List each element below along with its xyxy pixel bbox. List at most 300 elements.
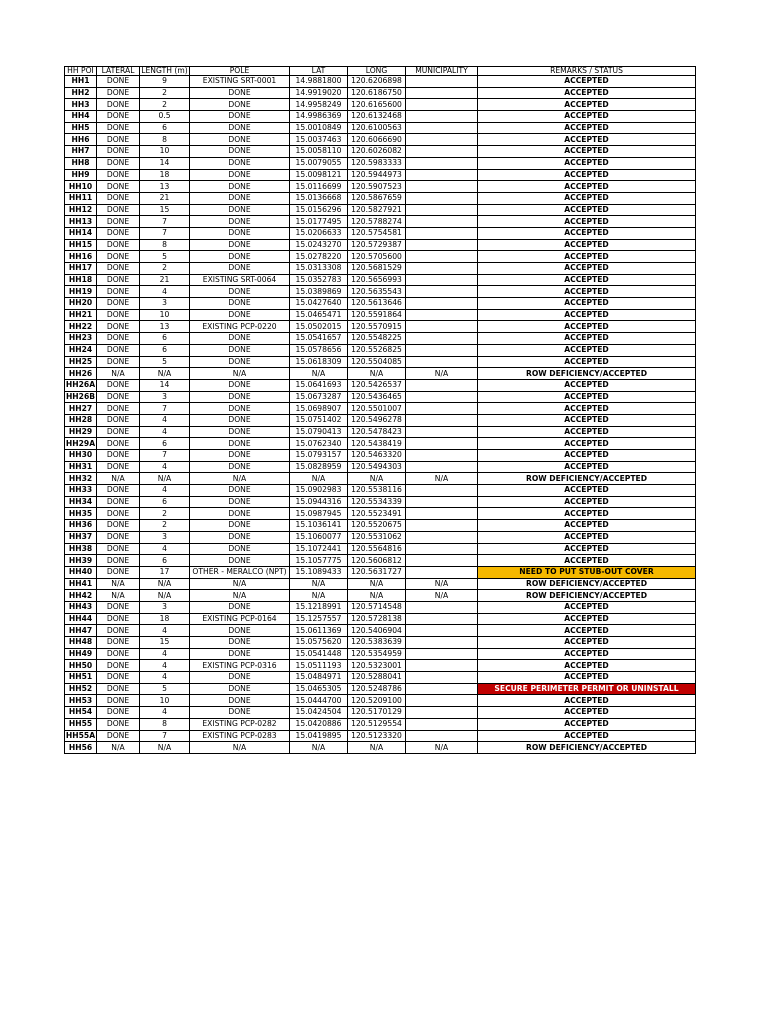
lat-cell: 15.0243270 — [290, 239, 348, 251]
municipality-cell — [406, 414, 478, 426]
pole-cell: DONE — [190, 286, 290, 298]
length-cell: 3 — [140, 298, 190, 310]
length-cell: 18 — [140, 613, 190, 625]
lateral-cell: DONE — [97, 286, 140, 298]
hh-poi-cell: HH21 — [65, 309, 97, 321]
hh-poi-cell: HH9 — [65, 169, 97, 181]
table-row — [65, 157, 696, 169]
lat-cell: 15.0156296 — [290, 204, 348, 216]
pole-cell: DONE — [190, 169, 290, 181]
lateral-cell: DONE — [97, 227, 140, 239]
hh-poi-cell: HH40 — [65, 566, 97, 578]
length-cell: 7 — [140, 216, 190, 228]
hh-poi-cell: HH36 — [65, 520, 97, 532]
remarks-cell: ACCEPTED — [478, 637, 696, 649]
municipality-cell — [406, 601, 478, 613]
length-cell: 4 — [140, 648, 190, 660]
hh-poi-cell: HH49 — [65, 648, 97, 660]
municipality-cell: N/A — [406, 578, 478, 590]
lat-cell: 15.1057775 — [290, 555, 348, 567]
long-cell: 120.5248786 — [348, 683, 406, 695]
remarks-cell: ACCEPTED — [478, 707, 696, 719]
long-cell: 120.5534339 — [348, 496, 406, 508]
table-row — [65, 403, 696, 415]
length-cell: 2 — [140, 99, 190, 111]
remarks-cell: ACCEPTED — [478, 204, 696, 216]
table-row — [65, 461, 696, 473]
long-cell: 120.5520675 — [348, 520, 406, 532]
pole-cell: DONE — [190, 496, 290, 508]
hh-poi-cell: HH5 — [65, 122, 97, 134]
remarks-cell: ACCEPTED — [478, 111, 696, 123]
lateral-cell: DONE — [97, 613, 140, 625]
municipality-cell — [406, 730, 478, 742]
length-cell: 10 — [140, 695, 190, 707]
lateral-cell: DONE — [97, 76, 140, 88]
lat-cell: N/A — [290, 742, 348, 754]
length-cell: 0.5 — [140, 111, 190, 123]
lateral-cell: DONE — [97, 555, 140, 567]
long-cell: 120.5523491 — [348, 508, 406, 520]
remarks-cell: ACCEPTED — [478, 216, 696, 228]
header-lateral: LATERAL — [97, 67, 140, 76]
lat-cell: 15.0278220 — [290, 251, 348, 263]
length-cell: N/A — [140, 578, 190, 590]
lateral-cell: DONE — [97, 660, 140, 672]
municipality-cell — [406, 450, 478, 462]
hh-poi-cell: HH18 — [65, 274, 97, 286]
lat-cell: 15.1060077 — [290, 531, 348, 543]
remarks-cell: ACCEPTED — [478, 414, 696, 426]
table-row — [65, 648, 696, 660]
hh-poi-cell: HH42 — [65, 590, 97, 602]
pole-cell: DONE — [190, 309, 290, 321]
municipality-cell — [406, 321, 478, 333]
lateral-cell: DONE — [97, 344, 140, 356]
pole-cell: DONE — [190, 87, 290, 99]
lateral-cell: DONE — [97, 146, 140, 158]
remarks-cell: ACCEPTED — [478, 146, 696, 158]
lateral-cell: DONE — [97, 718, 140, 730]
pole-cell: DONE — [190, 438, 290, 450]
table-row — [65, 578, 696, 590]
hh-poi-cell: HH31 — [65, 461, 97, 473]
municipality-cell — [406, 625, 478, 637]
long-cell: 120.6026082 — [348, 146, 406, 158]
table-body — [65, 76, 696, 754]
table-row — [65, 111, 696, 123]
lat-cell: 15.0098121 — [290, 169, 348, 181]
lateral-cell: N/A — [97, 578, 140, 590]
long-cell: 120.5354959 — [348, 648, 406, 660]
long-cell: 120.5728138 — [348, 613, 406, 625]
municipality-cell — [406, 391, 478, 403]
lat-cell: N/A — [290, 578, 348, 590]
lat-cell: 15.0465305 — [290, 683, 348, 695]
long-cell: 120.5681529 — [348, 263, 406, 275]
long-cell: N/A — [348, 473, 406, 485]
length-cell: 4 — [140, 485, 190, 497]
municipality-cell — [406, 239, 478, 251]
lateral-cell: DONE — [97, 309, 140, 321]
pole-cell: DONE — [190, 391, 290, 403]
hh-poi-cell: HH51 — [65, 672, 97, 684]
length-cell: 5 — [140, 683, 190, 695]
length-cell: 3 — [140, 531, 190, 543]
lateral-cell: DONE — [97, 426, 140, 438]
hh-poi-cell: HH15 — [65, 239, 97, 251]
lat-cell: 15.0502015 — [290, 321, 348, 333]
table-row — [65, 555, 696, 567]
table-row — [65, 672, 696, 684]
lateral-cell: DONE — [97, 157, 140, 169]
remarks-cell: ACCEPTED — [478, 730, 696, 742]
lat-cell: 15.0511193 — [290, 660, 348, 672]
pole-cell: DONE — [190, 403, 290, 415]
hh-poi-cell: HH14 — [65, 227, 97, 239]
length-cell: 14 — [140, 379, 190, 391]
municipality-cell: N/A — [406, 590, 478, 602]
lateral-cell: N/A — [97, 590, 140, 602]
table-row — [65, 485, 696, 497]
remarks-cell: ACCEPTED — [478, 239, 696, 251]
pole-cell: DONE — [190, 637, 290, 649]
remarks-cell: ACCEPTED — [478, 438, 696, 450]
length-cell: 7 — [140, 227, 190, 239]
lat-cell: 15.0116699 — [290, 181, 348, 193]
pole-cell: EXISTING PCP-0220 — [190, 321, 290, 333]
table-row — [65, 438, 696, 450]
pole-cell: DONE — [190, 707, 290, 719]
lateral-cell: DONE — [97, 263, 140, 275]
municipality-cell — [406, 344, 478, 356]
hh-poi-cell: HH3 — [65, 99, 97, 111]
table-row — [65, 531, 696, 543]
length-cell: 13 — [140, 181, 190, 193]
table-row — [65, 450, 696, 462]
hh-poi-cell: HH13 — [65, 216, 97, 228]
lat-cell: 15.1257557 — [290, 613, 348, 625]
table-row — [65, 239, 696, 251]
remarks-cell: ACCEPTED — [478, 134, 696, 146]
table-row — [65, 356, 696, 368]
remarks-cell: ACCEPTED — [478, 344, 696, 356]
remarks-cell: ROW DEFICIENCY/ACCEPTED — [478, 473, 696, 485]
length-cell: 3 — [140, 601, 190, 613]
long-cell: N/A — [348, 590, 406, 602]
hh-poi-cell: HH55 — [65, 718, 97, 730]
lat-cell: 15.0751402 — [290, 414, 348, 426]
municipality-cell — [406, 122, 478, 134]
municipality-cell — [406, 555, 478, 567]
lateral-cell: DONE — [97, 438, 140, 450]
remarks-cell: ROW DEFICIENCY/ACCEPTED — [478, 742, 696, 754]
length-cell: 7 — [140, 450, 190, 462]
long-cell: 120.5606812 — [348, 555, 406, 567]
length-cell: 4 — [140, 414, 190, 426]
pole-cell: EXISTING PCP-0316 — [190, 660, 290, 672]
remarks-cell: ACCEPTED — [478, 555, 696, 567]
lat-cell: 15.0058110 — [290, 146, 348, 158]
length-cell: 13 — [140, 321, 190, 333]
length-cell: N/A — [140, 473, 190, 485]
table-row — [65, 87, 696, 99]
remarks-cell: ACCEPTED — [478, 520, 696, 532]
length-cell: 4 — [140, 625, 190, 637]
pole-cell: DONE — [190, 204, 290, 216]
municipality-cell: N/A — [406, 368, 478, 380]
table-row — [65, 134, 696, 146]
pole-cell: EXISTING SRT-0001 — [190, 76, 290, 88]
long-cell: 120.5729387 — [348, 239, 406, 251]
remarks-cell: ACCEPTED — [478, 76, 696, 88]
pole-cell: DONE — [190, 450, 290, 462]
length-cell: 7 — [140, 730, 190, 742]
lateral-cell: DONE — [97, 601, 140, 613]
hh-poi-cell: HH17 — [65, 263, 97, 275]
lateral-cell: DONE — [97, 707, 140, 719]
hh-poi-cell: HH26B — [65, 391, 96, 401]
hh-poi-cell: HH6 — [65, 134, 97, 146]
hh-poi-cell: HH27 — [65, 403, 97, 415]
lateral-cell: DONE — [97, 321, 140, 333]
long-cell: 120.5613646 — [348, 298, 406, 310]
lateral-cell: DONE — [97, 520, 140, 532]
length-cell: 6 — [140, 122, 190, 134]
lateral-cell: DONE — [97, 298, 140, 310]
long-cell: 120.5526825 — [348, 344, 406, 356]
table-row — [65, 590, 696, 602]
municipality-cell — [406, 672, 478, 684]
pole-cell: DONE — [190, 146, 290, 158]
remarks-cell: ACCEPTED — [478, 227, 696, 239]
remarks-cell: ACCEPTED — [478, 426, 696, 438]
length-cell: 2 — [140, 87, 190, 99]
length-cell: 21 — [140, 274, 190, 286]
municipality-cell — [406, 333, 478, 345]
length-cell: 6 — [140, 344, 190, 356]
municipality-cell — [406, 263, 478, 275]
lat-cell: 15.0444700 — [290, 695, 348, 707]
pole-cell: EXISTING SRT-0064 — [190, 274, 290, 286]
lat-cell: 15.0079055 — [290, 157, 348, 169]
hh-poi-cell: HH28 — [65, 414, 97, 426]
lateral-cell: DONE — [97, 485, 140, 497]
remarks-cell: ACCEPTED — [478, 391, 696, 403]
municipality-cell — [406, 508, 478, 520]
length-cell: 10 — [140, 309, 190, 321]
table-row — [65, 309, 696, 321]
municipality-cell — [406, 637, 478, 649]
pole-cell: DONE — [190, 461, 290, 473]
lateral-cell: DONE — [97, 391, 140, 403]
long-cell: N/A — [348, 578, 406, 590]
pole-cell: DONE — [190, 181, 290, 193]
hh-poi-cell: HH43 — [65, 601, 97, 613]
remarks-cell: ACCEPTED — [478, 718, 696, 730]
header-long: LONG — [348, 67, 406, 76]
length-cell: 6 — [140, 555, 190, 567]
municipality-cell — [406, 192, 478, 204]
length-cell: 6 — [140, 496, 190, 508]
municipality-cell — [406, 707, 478, 719]
long-cell: 120.6066690 — [348, 134, 406, 146]
remarks-cell: ACCEPTED — [478, 169, 696, 181]
remarks-cell: NEED TO PUT STUB-OUT COVER — [478, 566, 696, 578]
remarks-cell: SECURE PERIMETER PERMIT OR UNINSTALL — [478, 683, 696, 695]
pole-cell: DONE — [190, 683, 290, 695]
length-cell: 8 — [140, 239, 190, 251]
pole-cell: DONE — [190, 531, 290, 543]
pole-cell: DONE — [190, 356, 290, 368]
lateral-cell: DONE — [97, 414, 140, 426]
table-row — [65, 496, 696, 508]
long-cell: 120.5129554 — [348, 718, 406, 730]
pole-cell: EXISTING PCP-0164 — [190, 613, 290, 625]
municipality-cell — [406, 286, 478, 298]
long-cell: 120.5531062 — [348, 531, 406, 543]
lat-cell: 15.1089433 — [290, 566, 348, 578]
pole-cell: N/A — [190, 742, 290, 754]
hh-poi-cell: HH34 — [65, 496, 97, 508]
hh-poi-cell: HH26A — [65, 380, 96, 390]
lateral-cell: DONE — [97, 274, 140, 286]
header-remarks-status: REMARKS / STATUS — [478, 67, 696, 76]
lat-cell: 15.0902983 — [290, 485, 348, 497]
hh-poi-cell: HH20 — [65, 298, 97, 310]
pole-cell: DONE — [190, 543, 290, 555]
long-cell: 120.5754581 — [348, 227, 406, 239]
long-cell: 120.5438419 — [348, 438, 406, 450]
hh-poi-cell: HH37 — [65, 531, 97, 543]
remarks-cell: ACCEPTED — [478, 157, 696, 169]
lateral-cell: DONE — [97, 566, 140, 578]
table-row — [65, 321, 696, 333]
table-row — [65, 683, 696, 695]
table-row — [65, 333, 696, 345]
lat-cell: 15.0427640 — [290, 298, 348, 310]
pole-cell: DONE — [190, 227, 290, 239]
lat-cell: 15.0484971 — [290, 672, 348, 684]
lat-cell: 15.0424504 — [290, 707, 348, 719]
long-cell: 120.6132468 — [348, 111, 406, 123]
long-cell: 120.5496278 — [348, 414, 406, 426]
table-row — [65, 426, 696, 438]
lateral-cell: DONE — [97, 204, 140, 216]
municipality-cell — [406, 216, 478, 228]
lateral-cell: DONE — [97, 333, 140, 345]
hh-poi-cell: HH56 — [65, 742, 97, 754]
length-cell: 15 — [140, 204, 190, 216]
municipality-cell — [406, 157, 478, 169]
length-cell: N/A — [140, 368, 190, 380]
long-cell: 120.5501007 — [348, 403, 406, 415]
remarks-cell: ACCEPTED — [478, 122, 696, 134]
table-row — [65, 543, 696, 555]
pole-cell: N/A — [190, 578, 290, 590]
lateral-cell: DONE — [97, 181, 140, 193]
remarks-cell: ACCEPTED — [478, 181, 696, 193]
municipality-cell — [406, 461, 478, 473]
table-row — [65, 625, 696, 637]
table-row — [65, 286, 696, 298]
lateral-cell: DONE — [97, 87, 140, 99]
long-cell: 120.5827921 — [348, 204, 406, 216]
header-municipality: MUNICIPALITY — [406, 67, 478, 76]
pole-cell: DONE — [190, 333, 290, 345]
long-cell: 120.5591864 — [348, 309, 406, 321]
lat-cell: 14.9881800 — [290, 76, 348, 88]
remarks-cell: ROW DEFICIENCY/ACCEPTED — [478, 590, 696, 602]
pole-cell: DONE — [190, 344, 290, 356]
municipality-cell — [406, 543, 478, 555]
municipality-cell — [406, 379, 478, 391]
lat-cell: 15.0641693 — [290, 379, 348, 391]
length-cell: 8 — [140, 134, 190, 146]
lat-cell: 15.0313308 — [290, 263, 348, 275]
length-cell: 8 — [140, 718, 190, 730]
pole-cell: DONE — [190, 426, 290, 438]
lateral-cell: DONE — [97, 251, 140, 263]
remarks-cell: ACCEPTED — [478, 531, 696, 543]
table-row — [65, 613, 696, 625]
table-row — [65, 76, 696, 88]
remarks-cell: ACCEPTED — [478, 263, 696, 275]
remarks-cell: ROW DEFICIENCY/ACCEPTED — [478, 368, 696, 380]
pole-cell: DONE — [190, 111, 290, 123]
lateral-cell: DONE — [97, 683, 140, 695]
municipality-cell — [406, 99, 478, 111]
municipality-cell — [406, 204, 478, 216]
hh-poi-cell: HH22 — [65, 321, 97, 333]
lat-cell: 15.0389869 — [290, 286, 348, 298]
length-cell: 7 — [140, 403, 190, 415]
table-header — [65, 67, 696, 76]
table-row — [65, 192, 696, 204]
municipality-cell — [406, 648, 478, 660]
length-cell: 15 — [140, 637, 190, 649]
lateral-cell: DONE — [97, 192, 140, 204]
length-cell: 5 — [140, 251, 190, 263]
municipality-cell — [406, 683, 478, 695]
table-row — [65, 520, 696, 532]
length-cell: 14 — [140, 157, 190, 169]
long-cell: 120.5944973 — [348, 169, 406, 181]
remarks-cell: ACCEPTED — [478, 286, 696, 298]
municipality-cell — [406, 251, 478, 263]
lat-cell: 15.0618309 — [290, 356, 348, 368]
remarks-cell: ROW DEFICIENCY/ACCEPTED — [478, 578, 696, 590]
header-hh-poi: HH POI — [65, 67, 97, 76]
length-cell: 4 — [140, 543, 190, 555]
remarks-cell: ACCEPTED — [478, 298, 696, 310]
lat-cell: 15.0419895 — [290, 730, 348, 742]
long-cell: 120.6186750 — [348, 87, 406, 99]
municipality-cell — [406, 485, 478, 497]
hh-poi-cell: HH2 — [65, 87, 97, 99]
lat-cell: 15.0206633 — [290, 227, 348, 239]
municipality-cell — [406, 274, 478, 286]
table-row — [65, 414, 696, 426]
length-cell: 4 — [140, 660, 190, 672]
municipality-cell — [406, 426, 478, 438]
lat-cell: 15.0420886 — [290, 718, 348, 730]
municipality-cell — [406, 146, 478, 158]
remarks-cell: ACCEPTED — [478, 625, 696, 637]
lat-cell: 15.0010849 — [290, 122, 348, 134]
pole-cell: DONE — [190, 648, 290, 660]
hh-poi-cell: HH30 — [65, 450, 97, 462]
